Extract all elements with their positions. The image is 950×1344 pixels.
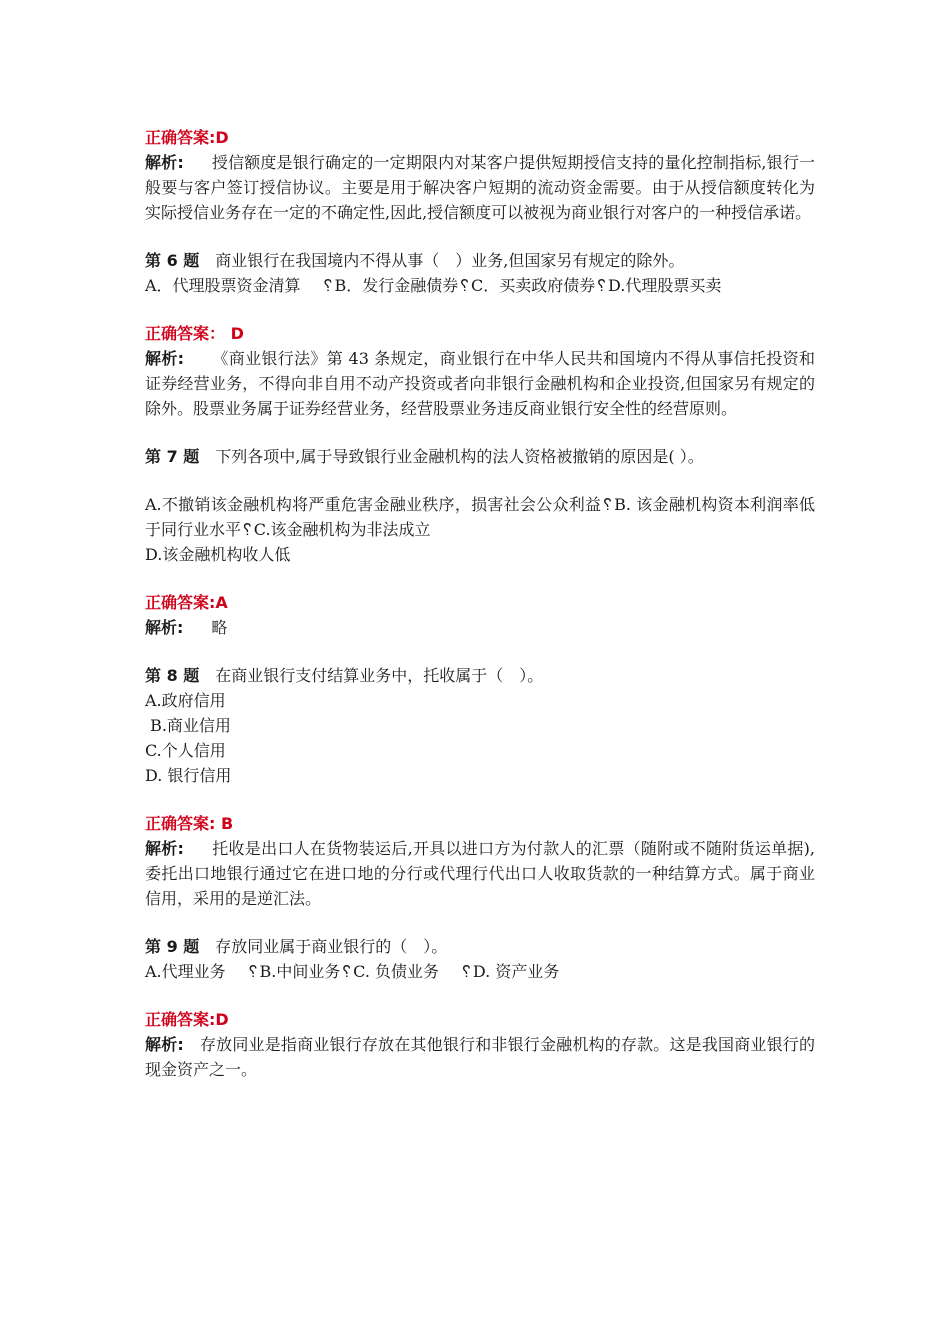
analysis-paragraph: [145, 150, 815, 225]
analysis-paragraph: [145, 1032, 815, 1082]
question-options-extra: D.该金融机构收人低: [145, 545, 291, 564]
question-line: [145, 663, 815, 688]
analysis-text: 托收是出口人在货物装运后,开具以进口方为付款人的汇票（随附或不随附货运单据),委托出口地银行通过它在进口地的分行或代理行代出口人收取货款的一种结算方式。属于商业信用，采用的是逆汇法。: [145, 839, 815, 908]
document-page: [145, 125, 815, 1082]
option-b: B.商业信用: [145, 716, 231, 735]
option-a: A.政府信用: [145, 691, 226, 710]
analysis-text: 授信额度是银行确定的一定期限内对某客户提供短期授信支持的量化控制指标,银行一般要与客户签订授信协议。主要是用于解决客户短期的流动资金需要。由于从授信额度转化为实际授信业务存在一定的不确定性,因此,授信额度可以被视为商业银行对客户的一种授信承诺。: [145, 153, 815, 222]
analysis-text: 《商业银行法》第 43 条规定，商业银行在中华人民共和国境内不得从事信托投资和证券经营业务，不得向非自用不动产投资或者向非银行金融机构和企业投资,但国家另有规定的除外。股票业务属于证券经营业务，经营股票业务违反商业银行安全性的经营原则。: [145, 349, 815, 418]
analysis-paragraph: [145, 615, 815, 640]
analysis-paragraph: [145, 836, 815, 911]
correct-answer: 正确答案:D: [145, 1010, 229, 1029]
analysis-label: 解析:: [145, 1035, 184, 1054]
question-text: 在商业银行支付结算业务中，托收属于（ ）。: [215, 666, 544, 685]
question-8: [145, 663, 815, 911]
question-options: A.代理业务 ␦B.中间业务␦C. 负债业务 ␦D. 资产业务: [145, 962, 560, 981]
question-line: [145, 248, 815, 273]
question-number: 第 7 题: [145, 447, 200, 466]
question-text: 商业银行在我国境内不得从事（ ）业务,但国家另有规定的除外。: [215, 251, 685, 270]
option-d: D. 银行信用: [145, 766, 232, 785]
analysis-paragraph: [145, 346, 815, 421]
question-options: A.不撤销该金融机构将严重危害金融业秩序，损害社会公众利益␦B. 该金融机构资本利润率低于同行业水平␦C.该金融机构为非法成立: [145, 495, 815, 539]
correct-answer: 正确答案: B: [145, 814, 234, 833]
correct-answer: 正确答案:D: [145, 128, 229, 147]
option-c: C.个人信用: [145, 741, 226, 760]
analysis-label: 解析:: [145, 618, 184, 637]
analysis-text: 存放同业是指商业银行存放在其他银行和非银行金融机构的存款。这是我国商业银行的现金资产之一。: [145, 1035, 815, 1079]
question-options: A．代理股票资金清算 ␦B．发行金融债券␦C．买卖政府债券␦D.代理股票买卖: [145, 276, 722, 295]
analysis-label: 解析:: [145, 839, 184, 858]
question-6: [145, 248, 815, 421]
question-line: [145, 444, 815, 469]
question-text: 下列各项中,属于导致银行业金融机构的法人资格被撤销的原因是( ）。: [215, 447, 704, 466]
analysis-label: 解析:: [145, 349, 185, 368]
analysis-text: 略: [211, 618, 228, 637]
question-number: 第 8 题: [145, 666, 200, 685]
question-9: [145, 934, 815, 1082]
question-number: 第 6 题: [145, 251, 200, 270]
question-text: 存放同业属于商业银行的（ ）。: [215, 937, 448, 956]
answer-block-5: [145, 125, 815, 225]
correct-answer: 正确答案： D: [145, 324, 244, 343]
question-line: [145, 934, 815, 959]
correct-answer: 正确答案:A: [145, 593, 228, 612]
analysis-label: 解析:: [145, 153, 184, 172]
question-7: [145, 444, 815, 640]
question-number: 第 9 题: [145, 937, 200, 956]
